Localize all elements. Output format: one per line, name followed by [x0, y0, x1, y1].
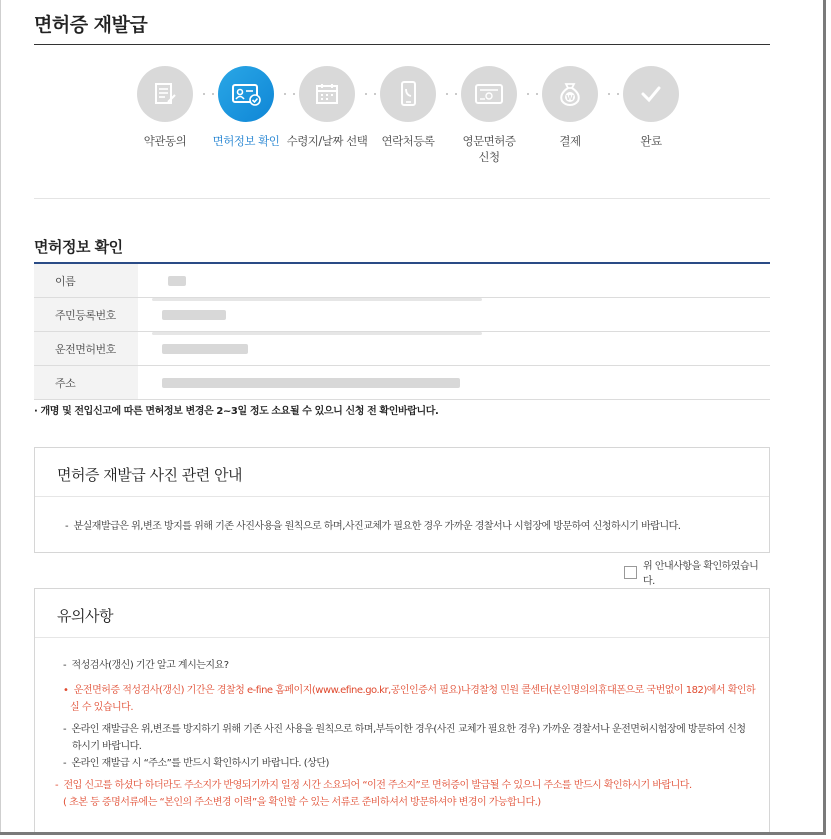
step-license-info: [205, 66, 287, 149]
info-change-note: · 개명 및 전입신고에 따른 면허정보 변경은 2~3일 정도 소요될 수 있으니 신청 전 확인바랍니다.: [34, 406, 439, 417]
step-terms: [124, 66, 206, 149]
page-title: 면허증 재발급: [34, 14, 148, 36]
license-card-icon: [461, 66, 517, 122]
step-label: 영문면허증 신청: [462, 134, 516, 164]
svg-text:W: W: [566, 94, 574, 102]
row-label: 운전면허번호: [34, 332, 138, 365]
photo-guide-box: [34, 447, 770, 553]
box-divider: [35, 496, 769, 497]
confirm-checkbox[interactable]: [624, 566, 637, 579]
caution-list: [35, 638, 769, 811]
step-contact: [367, 66, 449, 149]
step-pickup-date: [286, 66, 368, 149]
caution-box: [34, 588, 770, 835]
table-row: [34, 332, 770, 366]
caution-title: 유의사항: [57, 607, 113, 625]
step-label: 결제: [559, 134, 581, 148]
row-label: 이름: [34, 264, 138, 297]
list-item: - 온라인 재발급 시 “주소”를 반드시 확인하시기 바랍니다. (상단): [63, 758, 329, 769]
document-icon: [137, 66, 193, 122]
calendar-icon: [299, 66, 355, 122]
photo-guide-item: - 분실재발급은 위,변조 방지를 위해 기존 사진사용을 원칙으로 하며,사진교체가 필요한 경우 가까운 경찰서나 시험장에 방문하여 신청하시기 바랍니다.: [65, 521, 681, 532]
step-english-license: [448, 66, 530, 165]
window-edge: [0, 0, 1, 835]
license-info-heading: 면허정보 확인: [34, 238, 123, 256]
step-payment: [529, 66, 611, 149]
id-card-check-icon: [218, 66, 274, 122]
list-item: • 운전면허증 적성검사(갱신) 기간은 경찰청 e-fine 홈페이지(www.efine.go.kr,공인인증서 필요)나경찰청 민원 콜센터(본인명의의휴대폰으로 국번없이 182)에서 확인하 실 수 있습니다.: [63, 685, 756, 713]
confirm-checkbox-label: 위 안내사항을 확인하였습니다.: [642, 561, 759, 587]
list-item: - 전입 신고를 하셨다 하더라도 주소지가 반영되기까지 일정 시간 소요되어 “이전 주소지”로 면허증이 발급될 수 있으니 주소를 반드시 확인하시기 바랍니다. ( 초본 등 증명서류에는 “본인의 주소변경 이력”을 확인할 수 있는 서류로 준비하셔서 방문하셔야 변경이 가능합니다.): [55, 780, 692, 808]
progress-steps: [124, 66, 684, 176]
table-row: [34, 298, 770, 332]
check-icon: [623, 66, 679, 122]
address-masked: [138, 366, 770, 399]
photo-guide-title: 면허증 재발급 사진 관련 안내: [57, 466, 242, 484]
money-bag-icon: [542, 66, 598, 122]
confirm-checkbox-row[interactable]: [624, 557, 770, 587]
step-label: 면허정보 확인: [212, 134, 280, 148]
license-number-masked: [138, 332, 770, 365]
table-row: [34, 366, 770, 400]
step-label: 수령지/날짜 선택: [286, 134, 368, 148]
title-divider: [34, 44, 770, 45]
table-row: [34, 264, 770, 298]
step-label: 연락처등록: [381, 134, 435, 148]
step-label: 약관동의: [143, 134, 187, 148]
list-item: - 온라인 재발급은 위,변조를 방지하기 위해 기존 사진 사용을 원칙으로 하며,부득이한 경우(사진 교체가 필요한 경우) 가까운 경찰서나 운전면허시험장에 방문하여 신청 하시기 바랍니다.: [63, 724, 746, 752]
step-label: 완료: [640, 134, 662, 148]
resident-number-masked: [138, 298, 770, 331]
section-divider: [34, 198, 770, 199]
phone-icon: [380, 66, 436, 122]
license-info-table: [34, 262, 770, 400]
row-label: 주소: [34, 366, 138, 399]
list-item: - 적성검사(갱신) 기간 알고 계시는지요?: [63, 660, 229, 671]
row-label: 주민등록번호: [34, 298, 138, 331]
step-complete: [610, 66, 692, 149]
name-value-masked: [138, 264, 770, 297]
